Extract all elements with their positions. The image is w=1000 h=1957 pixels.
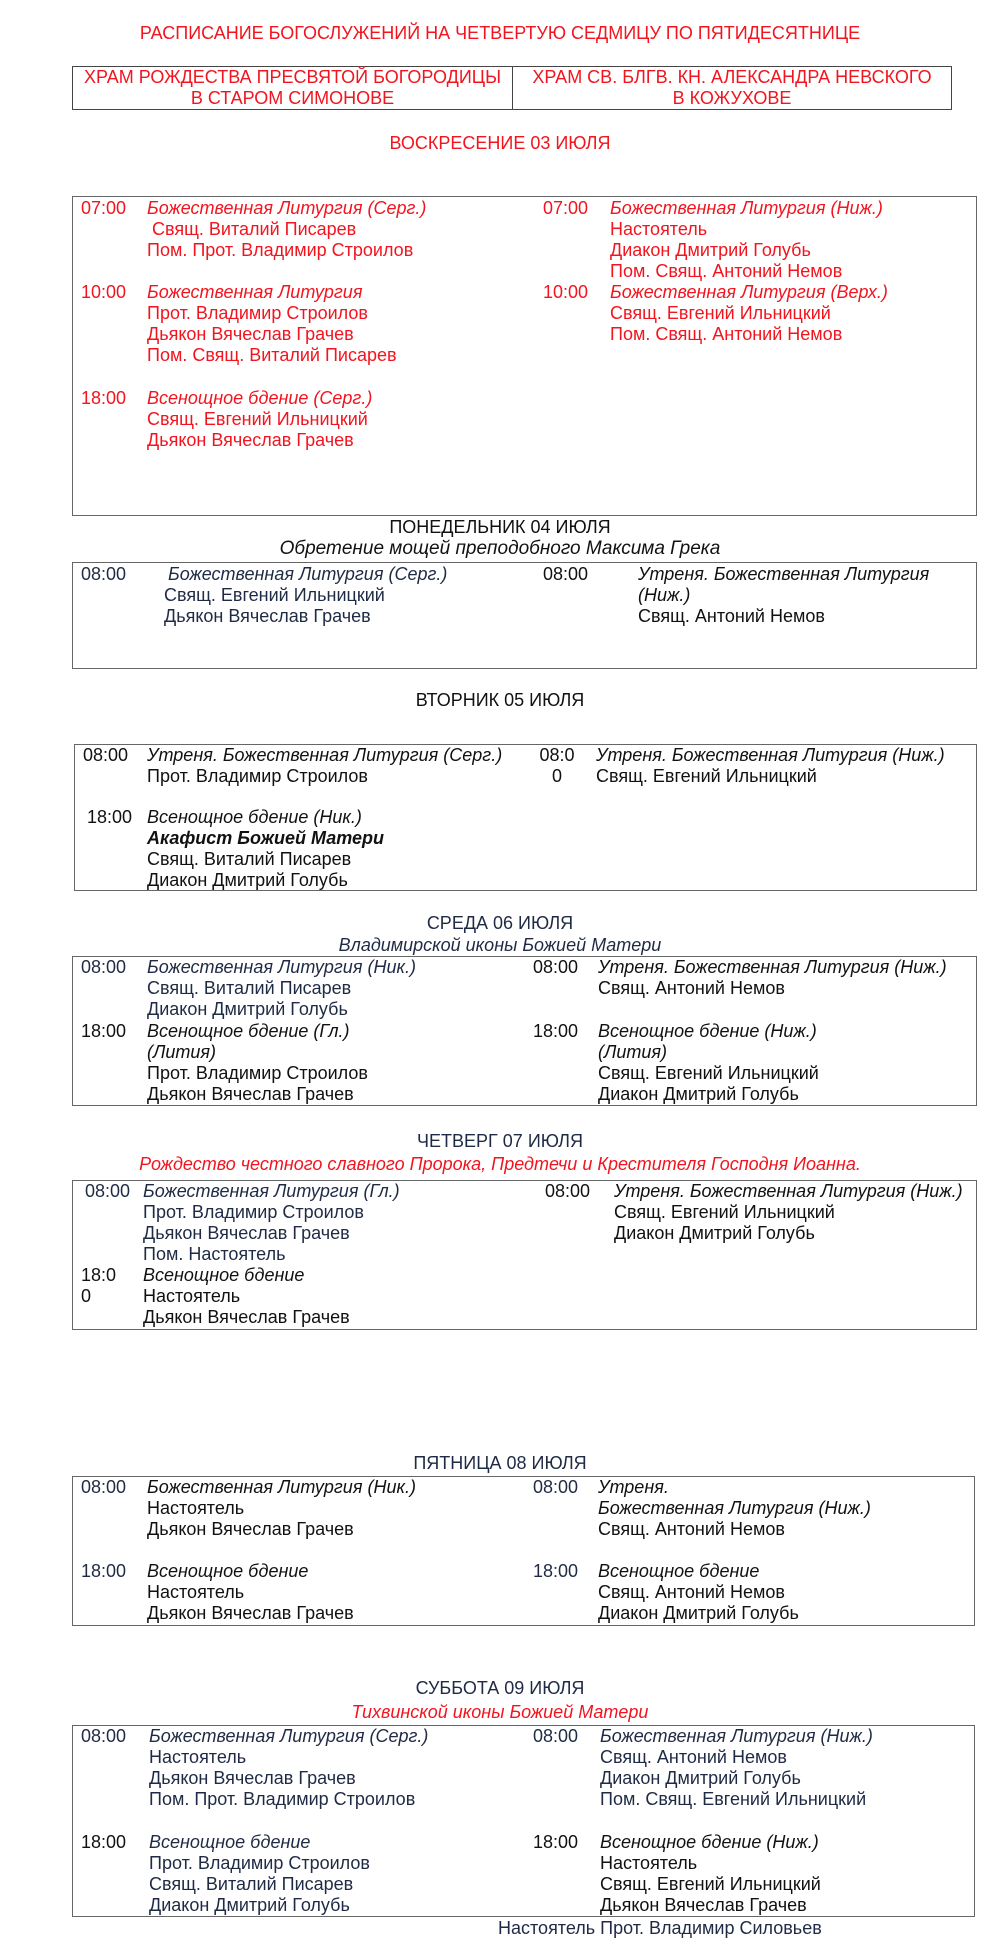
service-block (149, 1726, 428, 1810)
clergy-line: Прот. Владимир Строилов (147, 766, 368, 786)
service-name: Утреня. Божественная Литургия (638, 564, 930, 584)
service-block (147, 282, 397, 366)
service-block (149, 1832, 370, 1916)
clergy-line: Диакон Дмитрий Голубь (598, 1084, 799, 1104)
service-time: 18:00 (533, 1021, 579, 1041)
service-block (596, 745, 945, 787)
service-time: 08:00 (85, 1181, 131, 1201)
service-name: Всенощное бдение (598, 1561, 760, 1581)
service-name: Всенощное бдение (598, 1021, 760, 1041)
clergy-line: Дьякон Вячеслав Грачев (147, 430, 354, 450)
clergy-line: Дьякон Вячеслав Грачев (143, 1307, 350, 1327)
service-block (147, 388, 372, 451)
church-right-header (512, 67, 952, 109)
service-time: 08:00 (545, 1181, 591, 1201)
service-name: Божественная Литургия (610, 282, 826, 302)
chapel-note: (Серг.) (369, 1726, 429, 1746)
clergy-line: Свящ. Виталий Писарев (147, 978, 352, 998)
page-title: РАСПИСАНИЕ БОГОСЛУЖЕНИЙ НА ЧЕТВЕРТУЮ СЕДМИЦУ ПО ПЯТИДЕСЯТНИЦЕ (139, 23, 861, 43)
service-name: Божественная Литургия (168, 564, 384, 584)
service-block (143, 1265, 350, 1328)
clergy-line: Пом. Свящ. Виталий Писарев (147, 345, 397, 365)
clergy-line: Настоятель (610, 219, 708, 239)
akathist-line: Акафист Божией Матери (147, 828, 385, 848)
chapel-note: (Ниж.) (892, 745, 945, 765)
clergy-block (164, 585, 385, 627)
service-block (614, 1181, 963, 1244)
service-block (598, 1561, 799, 1624)
service-name: Божественная Литургия (598, 1498, 814, 1518)
service-time-part: 18:0 (81, 1265, 117, 1285)
service-time: 18:00 (81, 1021, 127, 1041)
service-time: 08:00 (81, 1726, 127, 1746)
clergy-line: Настоятель (147, 1498, 245, 1518)
clergy-line: Пом. Свящ. Антоний Немов (610, 324, 843, 344)
chapel-note: (Серг.) (313, 388, 373, 408)
clergy-line: Прот. Владимир Строилов (143, 1202, 364, 1222)
service-block (598, 1021, 819, 1105)
service-time: 08:00 (533, 1477, 579, 1497)
service-name: Божественная Литургия (147, 1477, 363, 1497)
litia-note: (Лития) (147, 1042, 216, 1062)
service-time: 18:00 (81, 388, 127, 408)
service-block (600, 1832, 821, 1916)
chapel-note: (Верх.) (830, 282, 888, 302)
chapel-note: (Серг.) (443, 745, 503, 765)
day-box-monday (72, 562, 977, 669)
clergy-line: Свящ. Виталий Писарев (147, 849, 352, 869)
clergy-line: Диакон Дмитрий Голубь (610, 240, 811, 260)
service-time: 18:00 (87, 807, 133, 827)
clergy-line: Пом. Свящ. Антоний Немов (610, 261, 843, 281)
clergy-line: Прот. Владимир Строилов (147, 303, 368, 323)
service-name: Утреня. Божественная Литургия (614, 1181, 906, 1201)
day-heading-thursday: ЧЕТВЕРГ 07 ИЮЛЯ (417, 1131, 583, 1151)
service-time: 18:00 (81, 1561, 127, 1581)
clergy-line: Дьякон Вячеслав Грачев (147, 1603, 354, 1623)
clergy-line: Диакон Дмитрий Голубь (147, 999, 348, 1019)
chapel-note: (Серг.) (367, 198, 427, 218)
day-box-wednesday (72, 956, 977, 1106)
clergy-line: Дьякон Вячеслав Грачев (143, 1223, 350, 1243)
day-box-sunday (72, 196, 977, 516)
service-time: 08:00 (81, 564, 127, 584)
service-time: 08:00 (81, 1477, 127, 1497)
service-name: Всенощное бдение (143, 1265, 305, 1285)
service-name: Утреня. (598, 1477, 669, 1497)
chapel-note: (Ниж.) (764, 1021, 817, 1041)
clergy-line: Свящ. Антоний Немов (598, 1519, 785, 1539)
chapel-note: (Ник.) (367, 1477, 416, 1497)
day-heading-monday: ПОНЕДЕЛЬНИК 04 ИЮЛЯ (389, 517, 611, 537)
service-block (143, 1181, 400, 1265)
clergy-line: Пом. Свящ. Евгений Ильницкий (600, 1789, 867, 1809)
service-block (600, 1726, 873, 1810)
clergy-line: Свящ. Евгений Ильницкий (596, 766, 817, 786)
feast-saturday: Тихвинской иконы Божией Матери (351, 1702, 649, 1722)
service-name: Всенощное бдение (147, 388, 309, 408)
day-box-tuesday (74, 744, 977, 891)
service-name: Всенощное бдение (149, 1832, 311, 1852)
clergy-line: Свящ. Виталий Писарев (149, 1874, 354, 1894)
chapel-note: (Ниж.) (638, 585, 691, 605)
service-time: 08:00 (83, 745, 129, 765)
chapel-note: (Ниж.) (818, 1498, 871, 1518)
clergy-line: Настоятель (600, 1853, 698, 1873)
chapel-note: (Серг.) (388, 564, 448, 584)
service-block (598, 957, 947, 999)
day-heading-wednesday: СРЕДА 06 ИЮЛЯ (426, 913, 574, 933)
feast-thursday: Рождество честного славного Пророка, Предтечи и Крестителя Господня Иоанна. (139, 1154, 861, 1174)
service-name: Божественная Литургия (147, 198, 363, 218)
service-block (147, 1021, 368, 1105)
chapel-note: (Ниж.) (820, 1726, 873, 1746)
feast-wednesday: Владимирской иконы Божией Матери (338, 935, 662, 955)
service-time: 08:00 (543, 564, 589, 584)
service-time (537, 745, 577, 787)
chapel-note: (Ниж.) (766, 1832, 819, 1852)
service-block (147, 1561, 354, 1624)
clergy-line: Диакон Дмитрий Голубь (600, 1768, 801, 1788)
chapel-note: (Ниж.) (910, 1181, 963, 1201)
clergy-line: Свящ. Антоний Немов (638, 606, 825, 626)
church-left-location: В СТАРОМ СИМОНОВЕ (190, 88, 395, 108)
service-time-part: 08:0 (539, 745, 575, 765)
day-heading-sunday: ВОСКРЕСЕНИЕ 03 ИЮЛЯ (389, 133, 611, 153)
clergy-line: Свящ. Евгений Ильницкий (600, 1874, 821, 1894)
service-time-part: 0 (551, 766, 562, 786)
service-name: Божественная Литургия (149, 1726, 365, 1746)
clergy-line: Свящ. Антоний Немов (598, 1582, 785, 1602)
service-block (610, 198, 883, 282)
clergy-line: Настоятель (147, 1582, 245, 1602)
day-heading-friday: ПЯТНИЦА 08 ИЮЛЯ (413, 1453, 587, 1473)
service-block (638, 564, 929, 627)
service-name: Божественная Литургия (147, 957, 363, 977)
clergy-line: Пом. Настоятель (143, 1244, 286, 1264)
church-left-name: ХРАМ РОЖДЕСТВА ПРЕСВЯТОЙ БОГОРОДИЦЫ (83, 67, 502, 87)
service-block (147, 807, 384, 891)
service-name: Утреня. Божественная Литургия (598, 957, 890, 977)
clergy-line: Настоятель (143, 1286, 241, 1306)
chapel-note: (Ник.) (367, 957, 416, 977)
clergy-line: Диакон Дмитрий Голубь (614, 1223, 815, 1243)
service-time: 08:00 (533, 1726, 579, 1746)
church-right-name: ХРАМ СВ. БЛГВ. КН. АЛЕКСАНДРА НЕВСКОГО (532, 67, 932, 87)
service-time: 10:00 (81, 282, 127, 302)
clergy-line: Прот. Владимир Строилов (147, 1063, 368, 1083)
clergy-line: Свящ. Евгений Ильницкий (610, 303, 831, 323)
clergy-line: Свящ. Виталий Писарев (147, 219, 357, 239)
service-time: 07:00 (81, 198, 127, 218)
clergy-line: Пом. Прот. Владимир Строилов (149, 1789, 416, 1809)
service-name: Всенощное бдение (147, 807, 309, 827)
service-name: Божественная Литургия (600, 1726, 816, 1746)
clergy-line: Дьякон Вячеслав Грачев (149, 1768, 356, 1788)
clergy-line: Дьякон Вячеслав Грачев (147, 324, 354, 344)
service-block (610, 282, 888, 345)
service-time-part: 0 (81, 1286, 92, 1306)
service-block (147, 957, 416, 1020)
clergy-line: Дьякон Вячеслав Грачев (164, 606, 371, 626)
chapel-note: (Гл.) (363, 1181, 400, 1201)
chapel-note: (Ниж.) (830, 198, 883, 218)
church-header-table (72, 66, 952, 110)
feast-monday: Обретение мощей преподобного Максима Грека (279, 538, 721, 559)
service-block (168, 564, 447, 585)
rector-signature: Настоятель Прот. Владимир Силовьев (498, 1918, 822, 1938)
clergy-line: Прот. Владимир Строилов (149, 1853, 370, 1873)
service-name: Всенощное бдение (Гл.) (147, 1021, 350, 1041)
clergy-line: Настоятель (149, 1747, 247, 1767)
clergy-line: Пом. Прот. Владимир Строилов (147, 240, 414, 260)
service-block (147, 1477, 416, 1540)
clergy-line: Свящ. Евгений Ильницкий (614, 1202, 835, 1222)
service-time: 18:00 (81, 1832, 127, 1852)
clergy-line: Диакон Дмитрий Голубь (147, 870, 348, 890)
service-time: 07:00 (543, 198, 589, 218)
service-time: 18:00 (533, 1832, 579, 1852)
clergy-line: Свящ. Антоний Немов (600, 1747, 787, 1767)
service-name: Утреня. Божественная Литургия (147, 745, 439, 765)
church-left-header (73, 67, 513, 109)
day-box-friday (72, 1476, 975, 1626)
clergy-line: Диакон Дмитрий Голубь (149, 1895, 350, 1915)
day-heading-tuesday: ВТОРНИК 05 ИЮЛЯ (415, 690, 585, 710)
service-block (147, 198, 426, 261)
clergy-line: Диакон Дмитрий Голубь (598, 1603, 799, 1623)
day-box-thursday (72, 1180, 977, 1330)
service-name: Божественная Литургия (147, 282, 363, 302)
chapel-note: (Ник.) (313, 807, 362, 827)
litia-note: (Лития) (598, 1042, 667, 1062)
church-right-location: В КОЖУХОВЕ (672, 88, 792, 108)
service-name: Божественная Литургия (143, 1181, 359, 1201)
service-block (598, 1477, 871, 1540)
service-time: 10:00 (543, 282, 589, 302)
clergy-line: Свящ. Антоний Немов (598, 978, 785, 998)
service-time: 08:00 (81, 957, 127, 977)
clergy-line: Дьякон Вячеслав Грачев (147, 1519, 354, 1539)
service-name: Божественная Литургия (610, 198, 826, 218)
service-block (147, 745, 502, 787)
clergy-line: Свящ. Евгений Ильницкий (147, 409, 368, 429)
chapel-note: (Ниж.) (894, 957, 947, 977)
clergy-line: Дьякон Вячеслав Грачев (600, 1895, 807, 1915)
clergy-line: Свящ. Евгений Ильницкий (164, 585, 385, 605)
service-name: Утреня. Божественная Литургия (596, 745, 888, 765)
service-time: 18:00 (533, 1561, 579, 1581)
clergy-line: Дьякон Вячеслав Грачев (147, 1084, 354, 1104)
service-time (81, 1265, 116, 1307)
service-name: Всенощное бдение (600, 1832, 762, 1852)
clergy-line: Свящ. Евгений Ильницкий (598, 1063, 819, 1083)
service-time: 08:00 (533, 957, 579, 977)
day-box-saturday (72, 1725, 975, 1917)
day-heading-saturday: СУББОТА 09 ИЮЛЯ (415, 1678, 585, 1698)
service-name: Всенощное бдение (147, 1561, 309, 1581)
